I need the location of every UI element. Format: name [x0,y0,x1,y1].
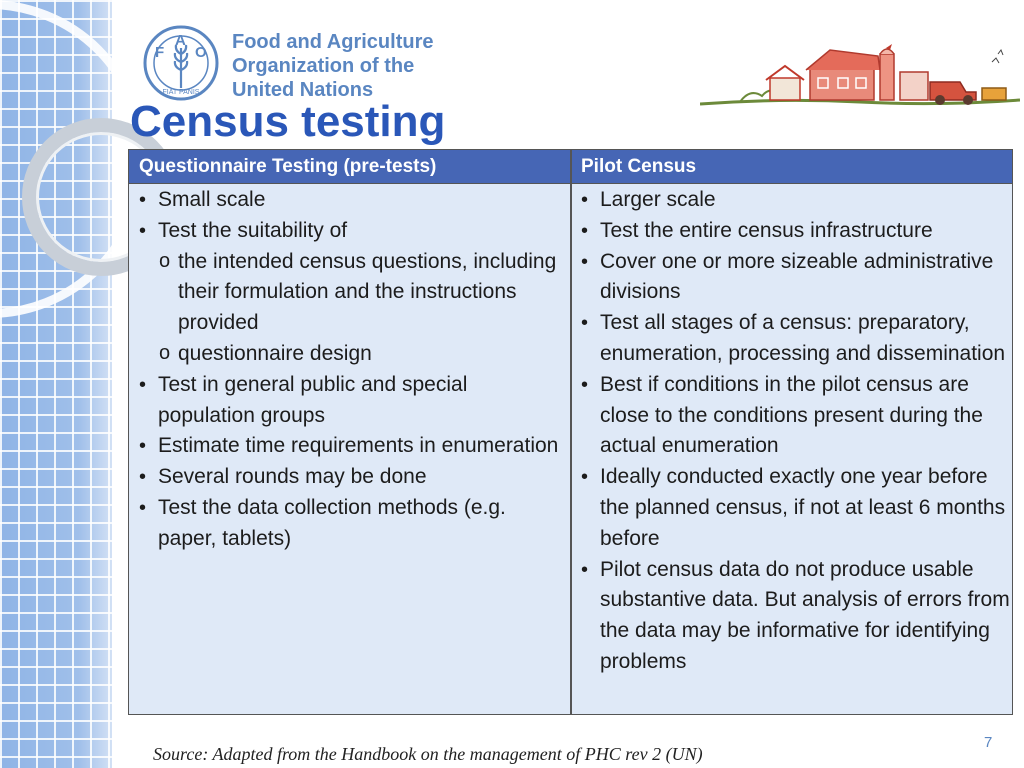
header-questionnaire-testing: Questionnaire Testing (pre-tests) [139,156,437,177]
list-item: • Best if conditions in the pilot census are close to the conditions present during the actual enumeration [575,370,1011,462]
page-title: Census testing [130,97,446,146]
list-item: • Small scale [133,185,565,216]
farm-illustration-icon [700,42,1020,110]
list-item: • Several rounds may be done [133,462,565,493]
pilot-census-column [575,185,1011,678]
list-item: • Estimate time requirements in enumeration [133,431,565,462]
sub-list-item: o questionnaire design [133,339,565,370]
list-item: • Test the data collection methods (e.g. paper, tablets) [133,493,565,555]
list-item: • Test all stages of a census: preparatory, enumeration, processing and dissemination [575,308,1011,370]
questionnaire-testing-column [133,185,565,555]
org-line-1: Food and Agriculture [232,31,434,53]
census-testing-table [128,149,1013,715]
org-line-2: Organization of the [232,55,415,77]
list-item: • Ideally conducted exactly one year before the planned census, if not at least 6 months before [575,462,1011,554]
page-number: 7 [984,734,993,751]
list-item-text: Test the suitability of [158,218,348,242]
fao-logo-icon [142,24,220,102]
header-pilot-census: Pilot Census [581,156,697,177]
list-item [133,216,565,247]
column-divider [570,150,572,714]
pilot-bullet-list [575,185,1011,678]
source-citation: Source: Adapted from the Handbook on the management of PHC rev 2 (UN) [153,744,703,764]
suitability-sub-list [133,247,565,370]
list-item: • Larger scale [575,185,1011,216]
logo-letter-o: O [195,44,207,61]
logo-letter-f: F [155,44,165,61]
list-item: • Test in general public and special population groups [133,370,565,432]
sub-list-item: o the intended census questions, including their formulation and the instructions provided [133,247,565,339]
list-item: • Cover one or more sizeable administrative divisions [575,247,1011,309]
list-item: • Pilot census data do not produce usable substantive data. But analysis of errors from the data may be informative for identifying problems [575,555,1011,678]
list-item: • Test the entire census infrastructure [575,216,1011,247]
questionnaire-bullet-list-cont [133,370,565,555]
logo-letter-a: A [175,32,186,49]
logo-motto: FIAT PANIS [162,89,200,96]
questionnaire-bullet-list [133,185,565,247]
org-line-3: United Nations [232,79,374,101]
